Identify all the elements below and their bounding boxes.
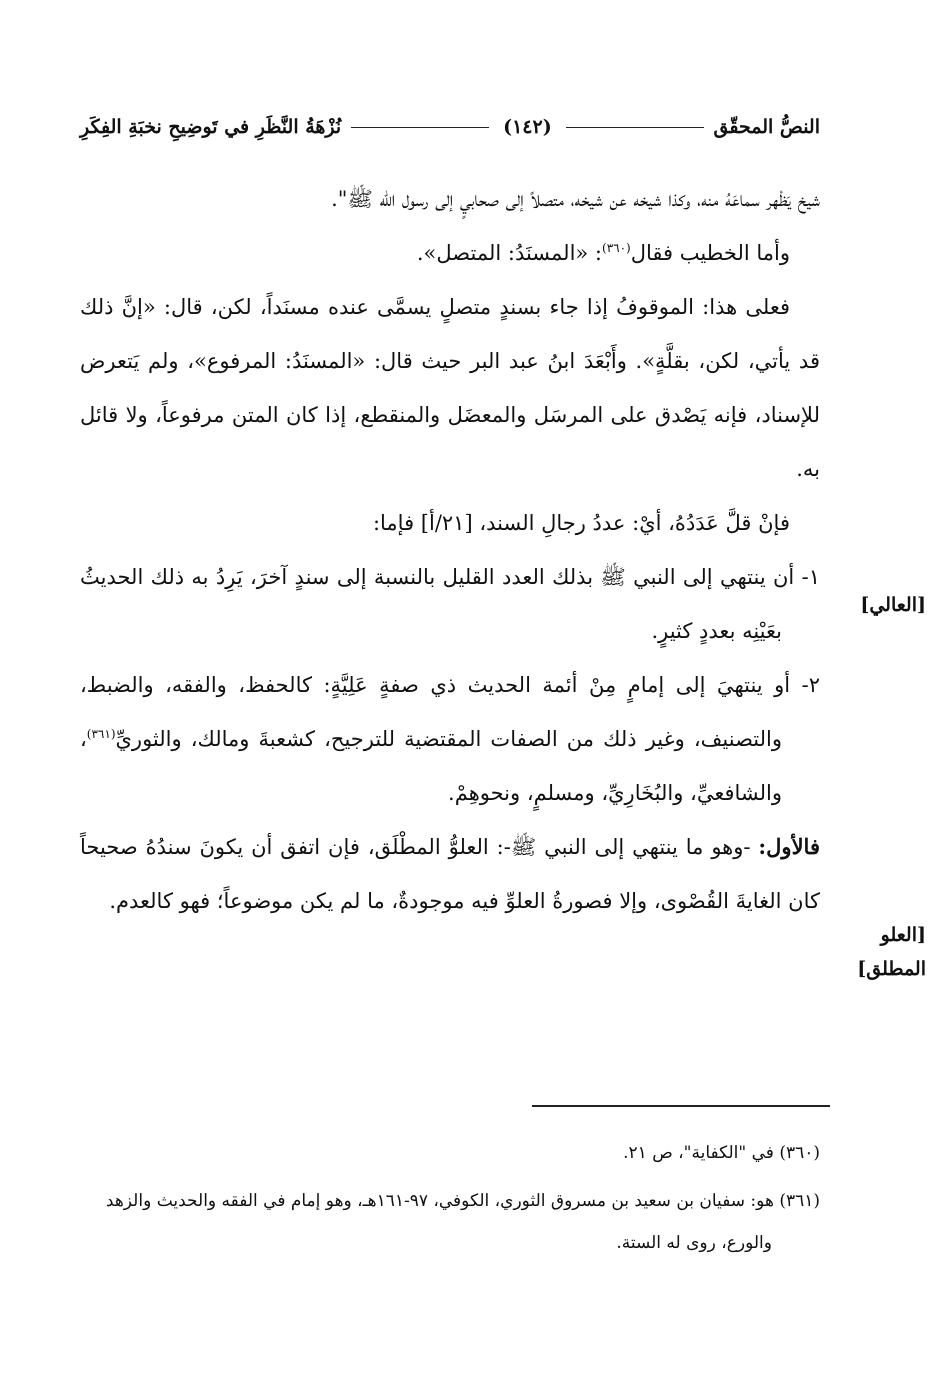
footnote-separator: [532, 1105, 830, 1107]
list-item-2-after: ، والشافعيِّ، والبُخَارِيِّ، ومسلمٍ، ونحوهِمْ.: [80, 727, 782, 805]
footnote-ref-361: (٣٦١): [86, 727, 116, 741]
paragraph-2-after: : «المسنَدُ: المتصل».: [416, 241, 603, 265]
paragraph-2: [80, 226, 820, 280]
paragraph-5-lead: فالأول:: [758, 834, 820, 859]
page-number: (١٤٢): [503, 116, 552, 138]
footnote-361: (٣٦١) هو: سفيان بن سعيد بن مسروق الثوري، الكوفي، ٩٧-١٦١هـ، وهو إمام في الفقه والحديث والزهد والورع، روى له الستة.: [105, 1191, 820, 1253]
list-item-2-before: ٢- أو ينتهيَ إلى إمامٍ مِنْ أئمة الحديث ذي صفةٍ عَلِيَّةٍ: كالحفظ، والفقه، والضبط، والتصنيف، وغير ذلك من الصفات المقتضية للترجيح، كشعبةَ ومالك، والثوريِّ: [80, 673, 820, 751]
list-item-2: [80, 658, 820, 820]
margin-note-aali: [العالي]: [860, 594, 926, 616]
paragraph-2-before: وأما الخطيب فقال: [630, 241, 790, 265]
footnotes: [80, 1132, 820, 1270]
footnote-ref-360: (٣٦٠): [602, 241, 631, 255]
main-text: [80, 172, 820, 928]
running-header: [80, 110, 820, 144]
header-right-title: النصُّ المحقّق: [713, 116, 820, 138]
paragraph-3: فعلى هذا: الموقوفُ إذا جاء بسندٍ متصلٍ يسمَّى عنده مسنَداً، لكن، قال: «إنَّ ذلك قد يأتي، لكن، بقلَّةٍ». وأَبْعَدَ ابنُ عبد البر حيث قال: «المسنَدُ: المرفوع»، ولم يَتعرض للإسناد، فإنه يَصْدق على المرسَل والمعضَل والمنقطع، إذا كان المتن مرفوعاً، ولا قائل به.: [80, 295, 820, 481]
footnote-360: (٣٦٠) في "الكفاية"، ص ٢١.: [623, 1143, 820, 1163]
paragraph-5-rest: -وهو ما ينتهي إلى النبي ﷺ-: العلوُّ المطْلَق، فإن اتفق أن يكونَ سندُهُ صحيحاً كان الغايةَ القُصْوى، وإلا فصورةُ العلوِّ فيه موجودةٌ، ما لم يكن موضوعاً؛ فهو كالعدم.: [80, 835, 820, 913]
header-left-title: نُزْهَةُ النَّظَرِ في تَوضِيحِ نخبَةِ الفِكَرِ: [80, 116, 342, 138]
paragraph-1: شيخ يَظْهر سماعَهُ منه، وكذا شيخه عن شيخه، متصلاً إلى صحابيٍ إلى رسول الله ﷺ".: [331, 187, 820, 211]
margin-note-mutlaq: [العلو المطلق]: [857, 924, 926, 980]
header-rule-right: [566, 127, 704, 128]
header-rule-left: [351, 127, 489, 128]
list-item-1: ١- أن ينتهي إلى النبي ﷺ بذلك العدد القليل بالنسبة إلى سندٍ آخرَ، يَرِدُ به ذلك الحديثُ بعَيْنِه بعددٍ كثيرٍ.: [80, 565, 820, 643]
paragraph-4: فإنْ قلَّ عَدَدُهُ، أيْ: عددُ رجالِ السند، [٢١/أ] فإما:: [372, 511, 790, 535]
paragraph-5: [80, 820, 820, 928]
